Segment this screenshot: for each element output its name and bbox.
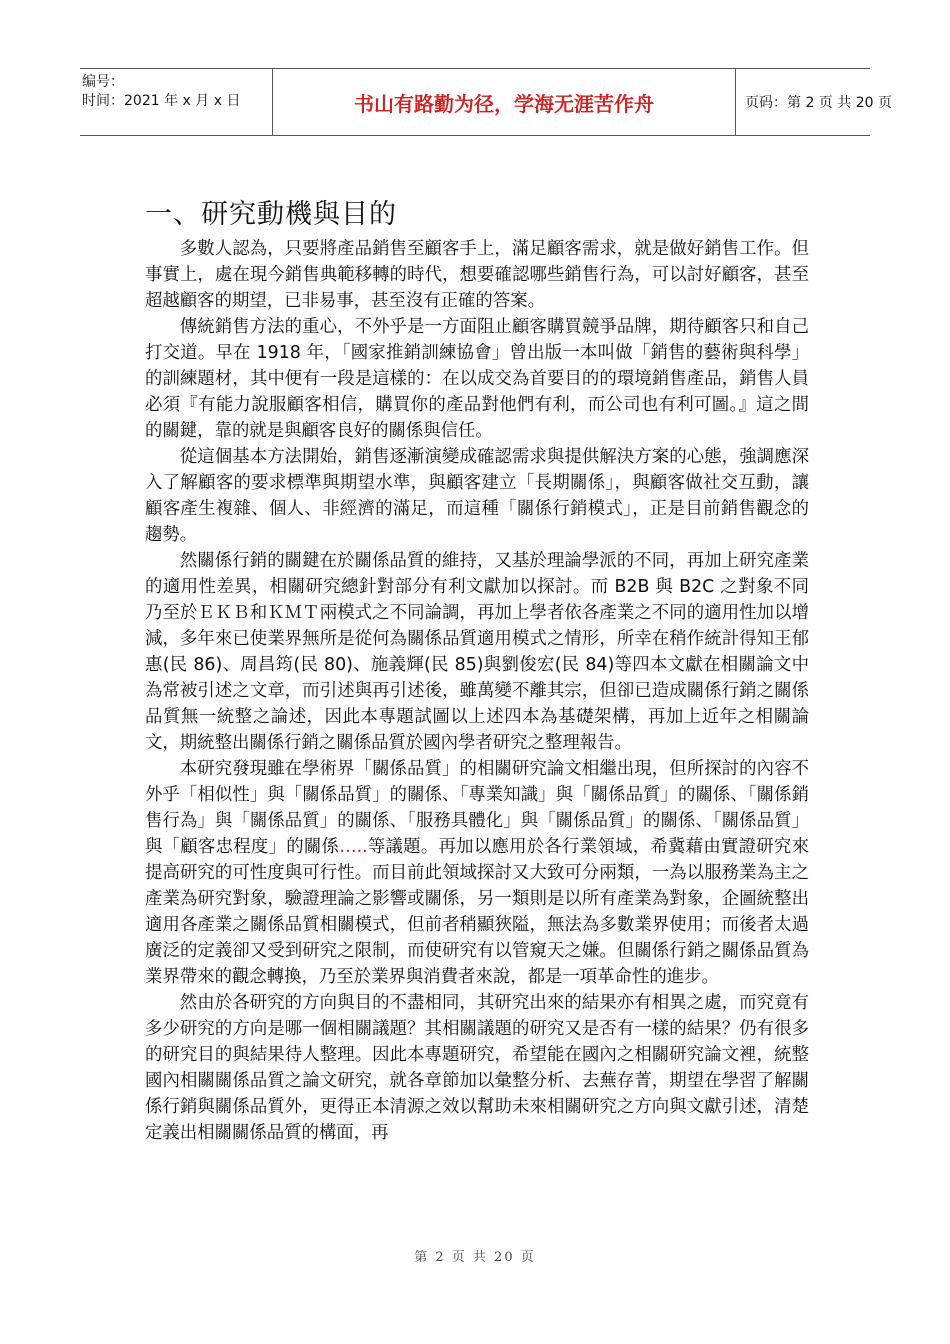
header-meta: [80, 69, 273, 135]
paragraph-6: 然由於各研究的方向與目的不盡相同，其研究出來的結果亦有相異之處，而究竟有多少研究的方向是哪一個相關議題？其相關議題的研究又是否有一樣的結果？仍有很多的研究目的與結果待人整理。因此本專題研究，希望能在國內之相關研究論文裡，統整國內相關關係品質之論文研究，就各章節加以彙整分析、去蕪存菁，期望在學習了解關係行銷與關係品質外，更得正本清源之效以幫助未來相關研究之方向與文獻引述，清楚定義出相關關係品質的構面，再: [145, 993, 809, 1143]
paragraph-3: 從這個基本方法開始，銷售逐漸演變成確認需求與提供解決方案的心態，強調應深入了解顧客的要求標準與期望水準，與顧客建立「長期關係」，與顧客做社交互動，讓顧客產生複雜、個人、非經濟的滿足，而這種「關係行銷模式」，正是目前銷售觀念的趨勢。: [145, 447, 809, 545]
document-date: 时间：2021 年 x 月 x 日: [82, 93, 241, 109]
header-page-info: 页码：第 2 页 共 20 页: [745, 95, 892, 111]
header-motto: 书山有路勤为径，学海无涯苦作舟: [273, 69, 736, 135]
paragraph-1: 多數人認為，只要將產品銷售至顧客手上，滿足顧客需求，就是做好銷售工作。但事實上，處在現今銷售典範移轉的時代，想要確認哪些銷售行為，可以討好顧客，甚至超越顧客的期望，已非易事，甚至沒有正確的答案。: [145, 239, 809, 311]
section-title: 一、研究動機與目的: [145, 199, 397, 230]
paragraph-5: [145, 756, 809, 990]
paragraph-5-part-1: 本研究發現雖在學術界「關係品質」的相關研究論文相繼出現，但所探討的內容不外乎「相似性」與「關係品質」的關係、「專業知識」與「關係品質」的關係、「關係銷售行為」與「關係品質」的關係、「服務具體化」與「關係品質」的關係、「關係品質」與「顧客忠程度」的關係: [145, 759, 809, 857]
paragraph-4: 然關係行銷的關鍵在於關係品質的維持，又基於理論學派的不同，再加上研究產業的適用性差異，相關研究總針對部分有利文獻加以探討。而 B2B 與 B2C 之對象不同乃至於ＥＫＢ和ＫＭＴ兩模式之不同論調，再加上學者依各產業之不同的適用性加以增減，多年來已使業界無所是從何為關係品質適用模式之情形，所幸在稍作統計得知王郁惠(民 86)、周昌筠(民 80)、施義輝(民 85)與劉俊宏(民 84)等四本文獻在相關論文中為常被引述之文章，而引述與再引述後，雖萬變不離其宗，但卻已造成關係行銷之關係品質無一統整之論述，因此本專題試圖以上述四本為基礎架構，再加上近年之相關論文，期統整出關係行銷之關係品質於國內學者研究之整理報告。: [145, 551, 809, 753]
page-header: [80, 68, 892, 136]
body-text: [145, 236, 809, 1146]
paragraph-5-part-2: 等議題。再加以應用於各行業領域，希冀藉由實證研究來提高研究的可性度與可行性。而目前此領域探討又大致可分兩類，一為以服務業為主之產業為研究對象，驗證理論之影響或關係，另一類則是以所有產業為對象，企圖統整出適用各產業之關係品質相關模式，但前者稍顯狹隘，無法為多數業界使用；而後者太過廣泛的定義卻又受到研究之限制，而使研究有以管窺天之嫌。但關係行銷之關係品質為業界帶來的觀念轉換，乃至於業界與消費者來說，都是一項革命性的進步。: [145, 837, 809, 987]
document-number-label: 编号：: [82, 74, 124, 90]
ellipsis-mark: …..: [339, 837, 368, 857]
paragraph-2: 傳統銷售方法的重心，不外乎是一方面阻止顧客購買競爭品牌，期待顧客只和自己打交道。早在 1918 年，「國家推銷訓練協會」曾出版一本叫做「銷售的藝術與科學」的訓練題材，其中便有一段是這樣的：在以成交為首要目的的環境銷售產品，銷售人員必須『有能力說服顧客相信，購買你的產品對他們有利，而公司也有利可圖。』這之間的關鍵，靠的就是與顧客良好的關係與信任。: [145, 317, 809, 441]
page-footer: 第 2 页 共 20 页: [414, 1250, 536, 1265]
